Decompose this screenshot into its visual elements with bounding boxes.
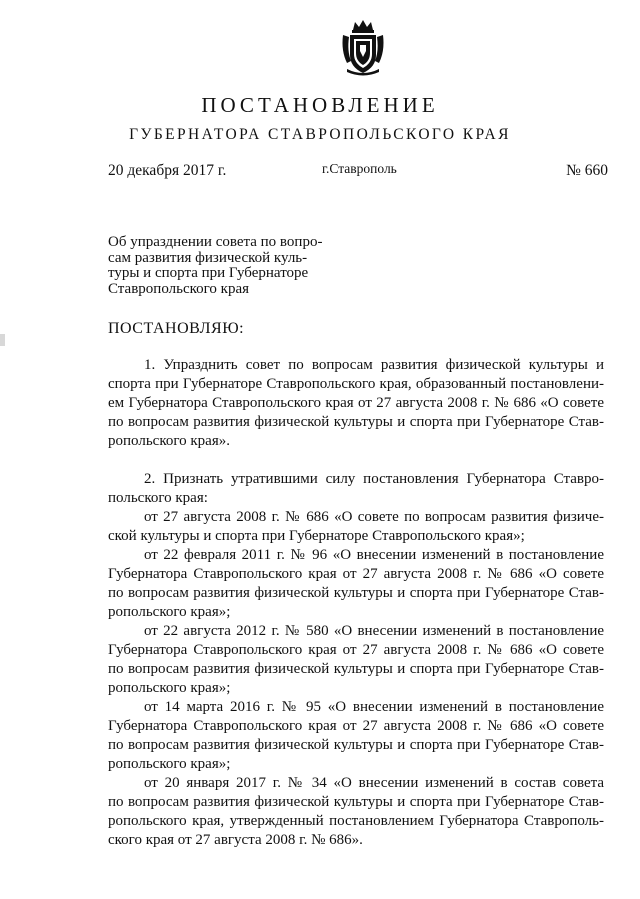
body-line: по вопросам развития физической культуры и спорта при Губернаторе Став-: [108, 414, 604, 430]
document-city: г.Ставрополь: [322, 161, 397, 176]
body-line: ропольского края, утвержденный постановлением Губернатора Ставрополь-: [108, 813, 604, 829]
body-line: от 20 января 2017 г. № 34 «О внесении изменений в состав совета: [144, 775, 604, 791]
body-line: польского края:: [108, 490, 208, 506]
body-line: Губернатора Ставропольского края от 27 августа 2008 г. № 686 «О совете: [108, 566, 604, 582]
body-line: от 27 августа 2008 г. № 686 «О совете по вопросам развития физиче-: [144, 509, 604, 525]
body-line: от 14 марта 2016 г. № 95 «О внесении изменений в постановление: [144, 699, 604, 715]
subject-line: туры и спорта при Губернаторе: [108, 265, 309, 281]
document-subtitle: ГУБЕРНАТОРА СТАВРОПОЛЬСКОГО КРАЯ: [129, 126, 511, 143]
body-line: Губернатора Ставропольского края от 27 августа 2008 г. № 686 «О совете: [108, 718, 604, 734]
scan-edge-mark: [0, 334, 5, 346]
body-line: ропольского края»;: [108, 604, 231, 620]
body-line: ской культуры и спорта при Губернаторе Ставропольского края»;: [108, 528, 525, 544]
body-line: по вопросам развития физической культуры и спорта при Губернаторе Став-: [108, 661, 604, 677]
body-line: от 22 августа 2012 г. № 580 «О внесении изменений в постановление: [144, 623, 604, 639]
subject-line: Ставропольского края: [108, 280, 249, 297]
body-line: спорта при Губернаторе Ставропольского края, образованный постановлени-: [108, 376, 604, 392]
body-line: ропольского края».: [108, 433, 230, 449]
body-line: по вопросам развития физической культуры и спорта при Губернаторе Став-: [108, 737, 604, 753]
body-line: ропольского края»;: [108, 756, 231, 772]
document-number: № 660: [566, 162, 608, 179]
body-line: по вопросам развития физической культуры и спорта при Губернаторе Став-: [108, 585, 604, 601]
body-line: 2. Признать утратившими силу постановления Губернатора Ставро-: [144, 471, 604, 487]
body-line: от 22 февраля 2011 г. № 96 «О внесении изменений в постановление: [144, 547, 604, 563]
document-title: ПОСТАНОВЛЕНИЕ: [201, 93, 439, 117]
document-subject: [108, 235, 348, 297]
body-line: 1. Упразднить совет по вопросам развития физической культуры и: [144, 357, 604, 373]
document-date: 20 декабря 2017 г.: [108, 162, 227, 179]
document-body: [108, 356, 604, 850]
body-line: ропольского края»;: [108, 680, 231, 696]
coat-of-arms-icon: [339, 17, 387, 77]
body-line: по вопросам развития физической культуры и спорта при Губернаторе Став-: [108, 794, 604, 810]
body-line: ского края от 27 августа 2008 г. № 686».: [108, 832, 363, 848]
body-line: ем Губернатора Ставропольского края от 27 августа 2008 г. № 686 «О совете: [108, 395, 604, 411]
body-line: Губернатора Ставропольского края от 27 августа 2008 г. № 686 «О совете: [108, 642, 604, 658]
subject-line: Об упразднении совета по вопро-: [108, 234, 323, 250]
decree-word: ПОСТАНОВЛЯЮ:: [108, 320, 245, 337]
subject-line: сам развития физической куль-: [108, 249, 308, 266]
